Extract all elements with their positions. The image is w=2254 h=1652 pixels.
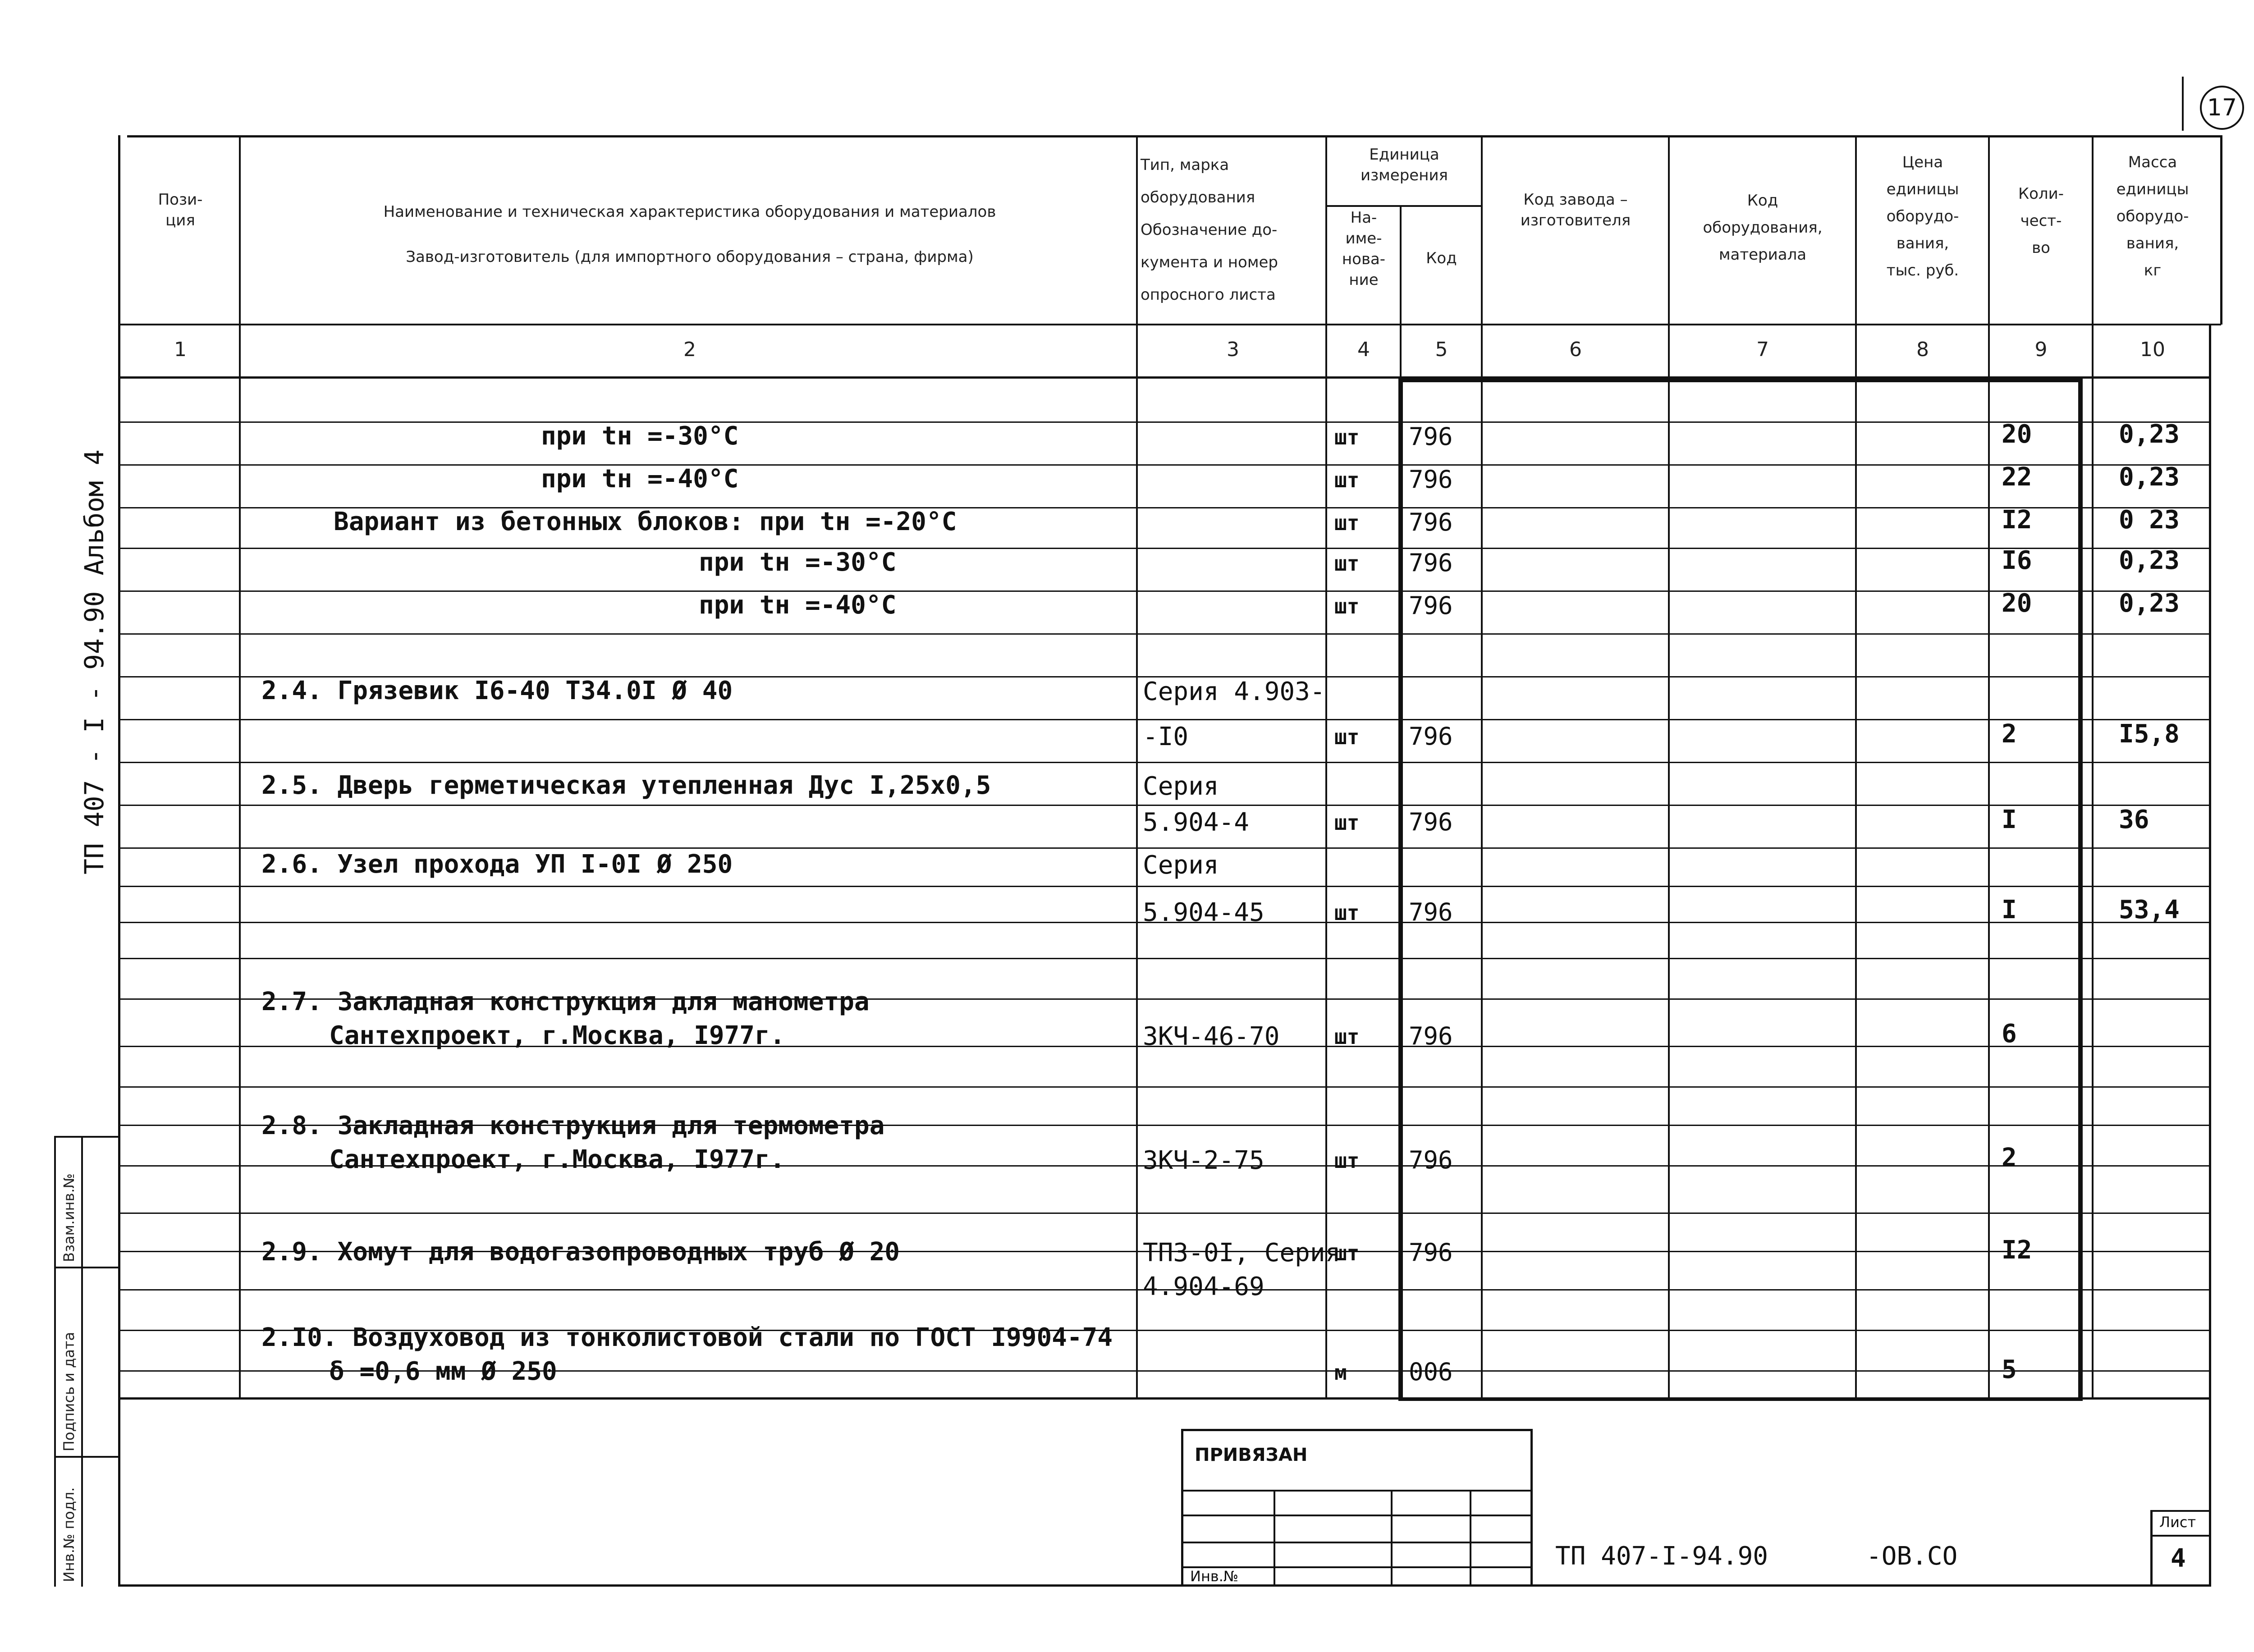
row-quantity: 22: [2002, 462, 2032, 492]
row-unit-mass: I5,8: [2119, 719, 2180, 749]
col-number-4: 4: [1357, 338, 1370, 361]
stamp-h3: [1181, 1542, 1533, 1543]
row-line: [118, 1086, 2210, 1088]
row-unit-name: шт: [1334, 551, 1360, 576]
unit-header-split: [1325, 205, 1481, 207]
row-line: [118, 719, 2210, 720]
row-unit-code: 796: [1409, 898, 1453, 926]
sheet-box-left: [2150, 1510, 2153, 1587]
col-number-3: 3: [1227, 338, 1239, 361]
row-unit-mass: 53,4: [2119, 895, 2180, 924]
row-item-name: 2.8. Закладная конструкция для термометра: [261, 1111, 885, 1140]
row-unit-mass: 0,23: [2119, 462, 2180, 492]
col-number-7: 7: [1756, 338, 1769, 361]
row-quantity: 2: [2002, 719, 2017, 749]
stamp-h1: [1181, 1490, 1533, 1492]
row-doc-designation: ТПЗ-0I, Серия: [1143, 1238, 1341, 1268]
row-unit-name: шт: [1334, 468, 1360, 492]
header-unit-code: Код: [1426, 249, 1457, 267]
col-number-10: 10: [2140, 338, 2165, 361]
row-unit-code: 796: [1409, 549, 1453, 577]
page-mark-stroke: [2182, 77, 2184, 131]
header-price: Цена единицы оборудо- вания, тыс. руб.: [1886, 153, 1959, 279]
row-unit-name: шт: [1334, 1025, 1360, 1049]
row-unit-name: шт: [1334, 901, 1360, 925]
row-line: [118, 762, 2210, 763]
header-type: Тип, марка оборудования Обозначение до- кумента и номер опросного листа: [1141, 156, 1278, 304]
row-unit-mass: 0 23: [2119, 505, 2180, 535]
row-unit-mass: 36: [2119, 805, 2149, 834]
row-doc-designation: Серия 4.903-: [1143, 677, 1325, 706]
stamp-v2: [1391, 1490, 1393, 1587]
col-number-1: 1: [174, 338, 187, 361]
row-doc-designation: 5.904-45: [1143, 898, 1264, 927]
row-unit-name: м: [1334, 1360, 1347, 1385]
stamp-col-line-1: [54, 1136, 56, 1587]
header-position: Пози- ция: [158, 191, 203, 229]
col-sep-5: [1481, 135, 1483, 1400]
row-item-name: 2.9. Хомут для водогазопроводных труб Ø 20: [261, 1237, 900, 1267]
col-number-6: 6: [1569, 338, 1582, 361]
row-item-name: Сантехпроект, г.Москва, I977г.: [329, 1145, 785, 1174]
side-stamp-replace: Взам.инв.№: [60, 1173, 78, 1262]
row-doc-designation: -I0: [1143, 722, 1189, 751]
footer-doc-code: ТП 407-I-94.90: [1555, 1542, 1768, 1571]
row-quantity: I6: [2002, 546, 2032, 575]
stamp-inv-label: Инв.№: [1190, 1568, 1239, 1585]
row-unit-code: 796: [1409, 465, 1453, 494]
row-unit-name: шт: [1334, 810, 1360, 835]
sheet-box-top: [2150, 1510, 2211, 1512]
frame-top: [127, 135, 2222, 137]
frame-right: [2220, 135, 2222, 325]
row-item-name: δ =0,6 мм Ø 250: [329, 1357, 557, 1386]
heavy-top: [1398, 379, 2083, 382]
row-unit-name: шт: [1334, 1149, 1360, 1173]
row-unit-mass: 0,23: [2119, 589, 2180, 618]
row-unit-code: 796: [1409, 1146, 1453, 1174]
col-sep-6: [1668, 135, 1670, 1400]
row-doc-designation: Серия: [1143, 851, 1219, 880]
row-unit-mass: 0,23: [2119, 546, 2180, 575]
row-item-name: 2.4. Грязевик I6-40 Т34.0I Ø 40: [261, 676, 733, 705]
row-item-name: 2.6. Узел прохода УП I-0I Ø 250: [261, 850, 733, 879]
row-unit-code: 796: [1409, 508, 1453, 536]
row-item-name: при tн =-40°C: [541, 464, 739, 494]
heavy-right: [2078, 379, 2083, 1400]
row-quantity: I2: [2002, 1236, 2032, 1265]
header-mass: Масса единицы оборудо- вания, кг: [2116, 153, 2189, 279]
stamp-col-h-1: [54, 1136, 118, 1138]
header-quantity: Коли- чест- во: [2018, 185, 2064, 257]
col-sep-8: [1988, 135, 1990, 1400]
frame-left: [118, 135, 120, 1587]
col-sep-1: [239, 135, 241, 1400]
row-unit-code: 796: [1409, 422, 1453, 451]
row-line: [118, 886, 2210, 887]
row-item-name: 2.I0. Воздуховод из тонколистовой стали по ГОСТ I9904-74: [261, 1323, 1113, 1352]
row-line: [118, 421, 2210, 423]
stamp-v3: [1470, 1490, 1471, 1587]
col-sep-9: [2092, 135, 2094, 1400]
table-bottom: [118, 1397, 2210, 1400]
footer-suffix: -ОВ.СО: [1866, 1542, 1958, 1571]
row-line: [118, 958, 2210, 959]
sheet-label: Лист: [2159, 1514, 2196, 1531]
stamp-v1: [1274, 1490, 1275, 1587]
row-line: [118, 805, 2210, 806]
header-name: Наименование и техническая характеристика оборудования и материалов Завод-изготовитель (для импортного оборудования – страна, фирма): [383, 203, 996, 266]
stamp-col-h-3: [54, 1456, 118, 1458]
col-number-5: 5: [1435, 338, 1448, 361]
row-quantity: I: [2002, 805, 2017, 834]
row-unit-code: 796: [1409, 808, 1453, 836]
col-number-2: 2: [683, 338, 696, 361]
row-item-name: при tн =-40°C: [699, 590, 897, 620]
row-quantity: I2: [2002, 505, 2032, 535]
col-sep-2: [1136, 135, 1138, 1400]
row-unit-code: 796: [1409, 591, 1453, 620]
row-item-name: при tн =-30°C: [541, 421, 739, 451]
stamp-col-h-2: [54, 1267, 118, 1268]
col-sep-7: [1855, 135, 1857, 1400]
row-quantity: 2: [2002, 1143, 2017, 1172]
heavy-left: [1398, 379, 1403, 1400]
row-doc-designation: ЗКЧ-2-75: [1143, 1146, 1264, 1175]
row-doc-designation: ЗКЧ-46-70: [1143, 1022, 1280, 1051]
row-line: [118, 1213, 2210, 1214]
row-quantity: I: [2002, 895, 2017, 924]
col-sep-3: [1325, 135, 1327, 1400]
side-stamp-sign: Подпись и дата: [60, 1332, 78, 1451]
stamp-right: [1530, 1429, 1533, 1587]
row-item-name: Вариант из бетонных блоков: при tн =-20°C: [334, 507, 957, 536]
header-unit: Единица измерения: [1360, 146, 1448, 184]
row-quantity: 6: [2002, 1019, 2017, 1048]
row-quantity: 20: [2002, 420, 2032, 449]
row-line: [118, 633, 2210, 635]
row-unit-name: шт: [1334, 725, 1360, 749]
row-item-name: Сантехпроект, г.Москва, I977г.: [329, 1021, 785, 1050]
col-number-8: 8: [1916, 338, 1929, 361]
side-title: ТП 407 - I - 94.90 Альбом 4: [79, 449, 110, 874]
stamp-col-line-2: [81, 1136, 83, 1587]
row-unit-name: шт: [1334, 511, 1360, 535]
row-item-name: 2.5. Дверь герметическая утепленная Дус I,25x0,5: [261, 771, 991, 800]
row-unit-code: 006: [1409, 1358, 1453, 1386]
row-line: [118, 590, 2210, 592]
side-stamp-inv: Инв.№ подл.: [60, 1487, 78, 1582]
row-line: [118, 847, 2210, 849]
col-number-9: 9: [2034, 338, 2048, 361]
stamp-top: [1181, 1429, 1533, 1431]
stamp-h2: [1181, 1515, 1533, 1516]
row-unit-name: шт: [1334, 425, 1360, 449]
row-line: [118, 464, 2210, 466]
row-doc-designation: 5.904-4: [1143, 808, 1250, 837]
row-item-name: при tн =-30°C: [699, 548, 897, 577]
header-divider: [118, 324, 2221, 325]
row-item-name: 2.7. Закладная конструкция для манометра: [261, 987, 870, 1016]
row-quantity: 20: [2002, 589, 2032, 618]
stamp-title: ПРИВЯЗАН: [1195, 1445, 1308, 1465]
stamp-left: [1181, 1429, 1183, 1587]
frame-bottom: [118, 1584, 2210, 1587]
row-unit-name: шт: [1334, 1241, 1360, 1265]
row-line: [118, 548, 2210, 549]
header-equip-code: Код оборудования, материала: [1703, 192, 1823, 264]
row-unit-code: 796: [1409, 1022, 1453, 1050]
row-quantity: 5: [2002, 1355, 2017, 1384]
sheet-box-mid: [2150, 1535, 2211, 1537]
sheet-number: 4: [2171, 1544, 2186, 1573]
page-mark: 17: [2200, 86, 2244, 130]
row-unit-name: шт: [1334, 594, 1360, 618]
header-unit-name: На- име- нова- ние: [1342, 209, 1386, 289]
row-doc-designation: 4.904-69: [1143, 1272, 1264, 1301]
header-factory-code: Код завода – изготовителя: [1520, 191, 1631, 229]
row-doc-designation: Серия: [1143, 772, 1219, 801]
row-unit-code: 796: [1409, 1238, 1453, 1267]
row-unit-mass: 0,23: [2119, 420, 2180, 449]
row-unit-code: 796: [1409, 722, 1453, 750]
